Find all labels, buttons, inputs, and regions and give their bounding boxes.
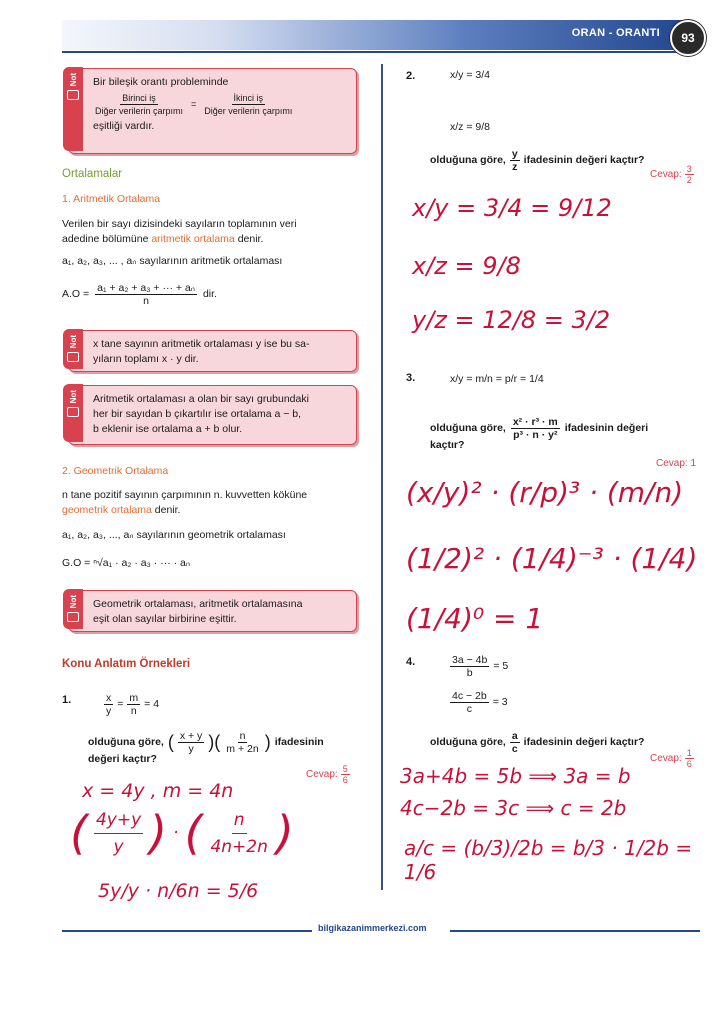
note-box-3: Not Aritmetik ortalaması a olan bir sayı grubundaki her bir sayıdan b çıkartılır ise ortalama a − b, b eklenir ise ortalama a + b olur. [68, 385, 357, 445]
aritmetik-list: a₁, a₂, a₃, ... , aₙ sayılarının aritmetik ortalaması [62, 255, 283, 267]
footer-website: bilgikazanimmerkezi.com [318, 923, 427, 933]
handwriting-q1-line1: x = 4y , m = 4n [82, 780, 234, 802]
chapter-title: ORAN - ORANTI [571, 27, 660, 39]
question-1-prompt: olduğuna göre, ( $\frac{x + y}{y}$ )( $\frac{n}{m + 2n}$ ) ifadesinin [88, 730, 324, 755]
note-tab: Not [63, 67, 83, 151]
question-3-prompt-2: kaçtır? [430, 439, 465, 451]
aritmetik-definition: Verilen bir sayı dizisindeki sayıların toplamının veri adedine bölümüne aritmetik ortalama denir. [62, 218, 297, 245]
go-formula: G.O = ⁿ√a₁ · a₂ · a₃ · ··· · aₙ [62, 557, 191, 569]
handwriting-q2-line1: x/y = 3/4 = 9/12 [412, 194, 612, 222]
note-icon [67, 90, 79, 100]
question-2-given-2: x/z = 9/8 [450, 121, 490, 133]
question-1-number: 1. [62, 694, 72, 706]
question-2-number: 2. [406, 70, 416, 82]
question-2-given-1: x/y = 3/4 [450, 69, 490, 81]
question-4-answer: Cevap: $\frac{1}{6}$ [650, 748, 692, 769]
subsection-aritmetik: 1. Aritmetik Ortalama [62, 193, 161, 205]
ao-formula: A.O = $\frac{\text{a₁ + a₂ + a₃ + ··· + aₙ}}{n}$ dir. [62, 282, 217, 307]
geometrik-list: a₁, a₂, a₃, ..., aₙ sayılarının geometrik ortalaması [62, 529, 286, 541]
handwriting-q3-line2: (1/2)² · (1/4)⁻³ · (1/4) [406, 542, 698, 575]
question-3-number: 3. [406, 372, 416, 384]
question-3-answer: Cevap: 1 [656, 458, 697, 469]
question-1-prompt-2: değeri kaçtır? [88, 753, 157, 765]
header-underline [62, 51, 682, 53]
handwriting-q4-line3: a/c = (b/3)/2b = b/3 · 1/2b = 1/6 [404, 836, 693, 884]
handwriting-q4-line2: 4c−2b = 3c ⟹ c = 2b [400, 796, 627, 820]
question-4-given-2: $\frac{4c - 2b}{c}$ = 3 [452, 690, 508, 715]
question-4-prompt: olduğuna göre, $\frac{a}{c}$ ifadesinin değeri kaçtır? [430, 730, 645, 755]
note-icon [67, 407, 79, 417]
note-icon [67, 352, 79, 362]
subsection-geometrik: 2. Geometrik Ortalama [62, 465, 169, 477]
question-1-answer: Cevap: $\frac{5}{6}$ [306, 764, 348, 785]
column-divider [381, 64, 383, 890]
note-icon [67, 612, 79, 622]
handwriting-q3-line1: (x/y)² · (r/p)³ · (m/n) [406, 476, 684, 509]
question-2-answer: Cevap: $\frac{3}{2}$ [650, 164, 692, 185]
page-number: 93 [670, 20, 706, 56]
note-1-text: Bir bileşik orantı probleminde $\frac{\text{Birinci iş}}{\text{Diğer verilerin çarpımı}}$ = $\frac{\text{İkinci iş}}{\text{Diğer verilerin çarpımı}}$ eşitliği vardır. [93, 76, 293, 132]
question-3-prompt: olduğuna göre, $\frac{\text{x² · r³ · m}}{\text{p³ · n · y²}}$ ifadesinin değeri [430, 416, 649, 441]
geometrik-definition: n tane pozitif sayının çarpımının n. kuvvetten köküne geometrik ortalama denir. [62, 489, 308, 516]
question-4-given-1: $\frac{3a - 4b}{b}$ = 5 [452, 654, 509, 679]
question-3-given: x/y = m/n = p/r = 1/4 [450, 373, 544, 385]
handwriting-q2-line3: y/z = 12/8 = 3/2 [412, 306, 611, 334]
note-box-2: Not x tane sayının aritmetik ortalaması y ise bu sa- yıların toplamı x · y dir. [68, 330, 357, 372]
question-2-prompt: olduğuna göre, $\frac{y}{z}$ ifadesinin değeri kaçtır? [430, 148, 645, 173]
note-box-4: Not Geometrik ortalaması, aritmetik ortalamasına eşit olan sayılar birbirine eşittir. [68, 590, 357, 632]
handwriting-q1-line3: 5y/y · n/6n = 5/6 [98, 880, 259, 902]
question-1-given: $\frac{x}{y}$ = $\frac{m}{n}$ = 4 [106, 692, 160, 717]
section-title-ortalamalar: Ortalamalar [62, 168, 123, 180]
examples-title: Konu Anlatım Örnekleri [62, 658, 191, 670]
handwriting-q3-line3: (1/4)⁰ = 1 [406, 602, 544, 635]
handwriting-q2-line2: x/z = 9/8 [412, 252, 521, 280]
handwriting-q4-line1: 3a+4b = 5b ⟹ 3a = b [400, 764, 631, 788]
footer-line-left [62, 930, 312, 932]
question-4-number: 4. [406, 656, 416, 668]
handwriting-q1-line2: ( $\frac{4y+y}{y}$ ) · ( $\frac{n}{4n+2n}$ ) [70, 806, 294, 860]
footer-line-right [450, 930, 700, 932]
note-box-1 [68, 68, 357, 154]
